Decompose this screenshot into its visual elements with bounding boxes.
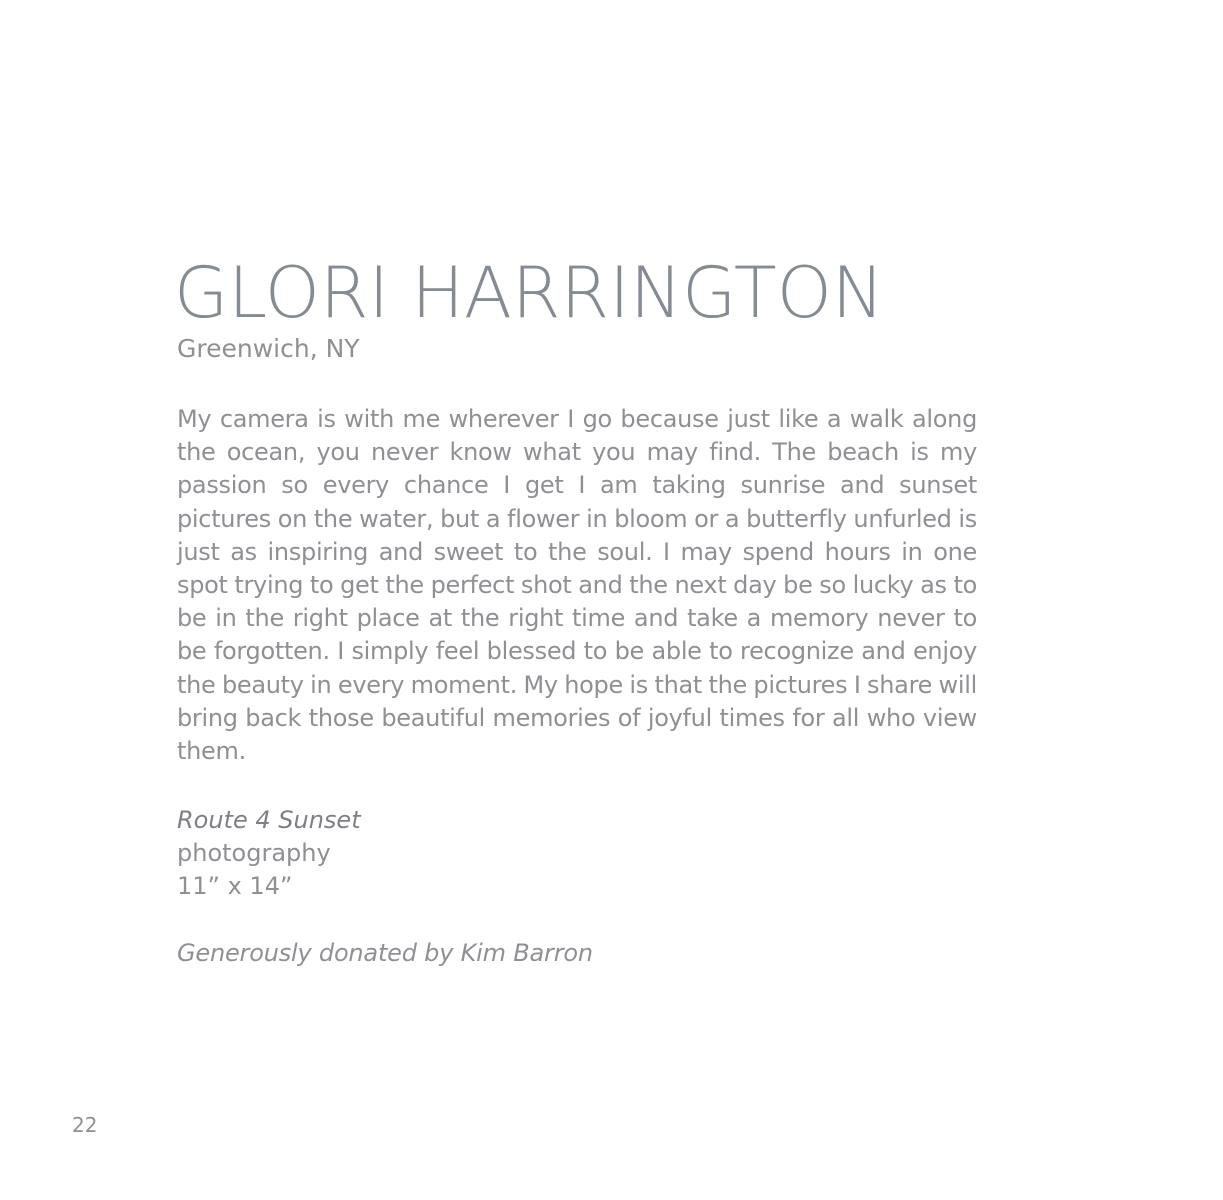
artist-statement: My camera is with me wherever I go because just like a walk along the ocean, you never know what you may find. The beach is my passion so every chance I get I am taking sunrise and sunset pictures on the water, but a flower in bloom or a butterfly unfurled is just as inspiring and sweet to the soul. I may spend hours in one spot trying to get the perfect shot and the next day be so lucky as to be in the right place at the right time and take a memory never to be forgotten. I simply feel blessed to be able to recognize and enjoy the beauty in every moment. My hope is that the pictures I share will bring back those beautiful memories of joyful times for all who view them. — [177, 405, 977, 766]
artist-name: GLORI HARRINGTON — [174, 252, 885, 334]
artwork-size: 11” x 14” — [177, 872, 293, 901]
artwork-info — [177, 804, 977, 903]
artist-location: Greenwich, NY — [177, 334, 360, 363]
donation-credit: Generously donated by Kim Barron — [177, 939, 593, 968]
page-number: 22 — [72, 1113, 98, 1137]
artwork-title: Route 4 Sunset — [177, 806, 361, 835]
artwork-medium: photography — [177, 839, 331, 868]
artist-entry — [174, 247, 977, 970]
